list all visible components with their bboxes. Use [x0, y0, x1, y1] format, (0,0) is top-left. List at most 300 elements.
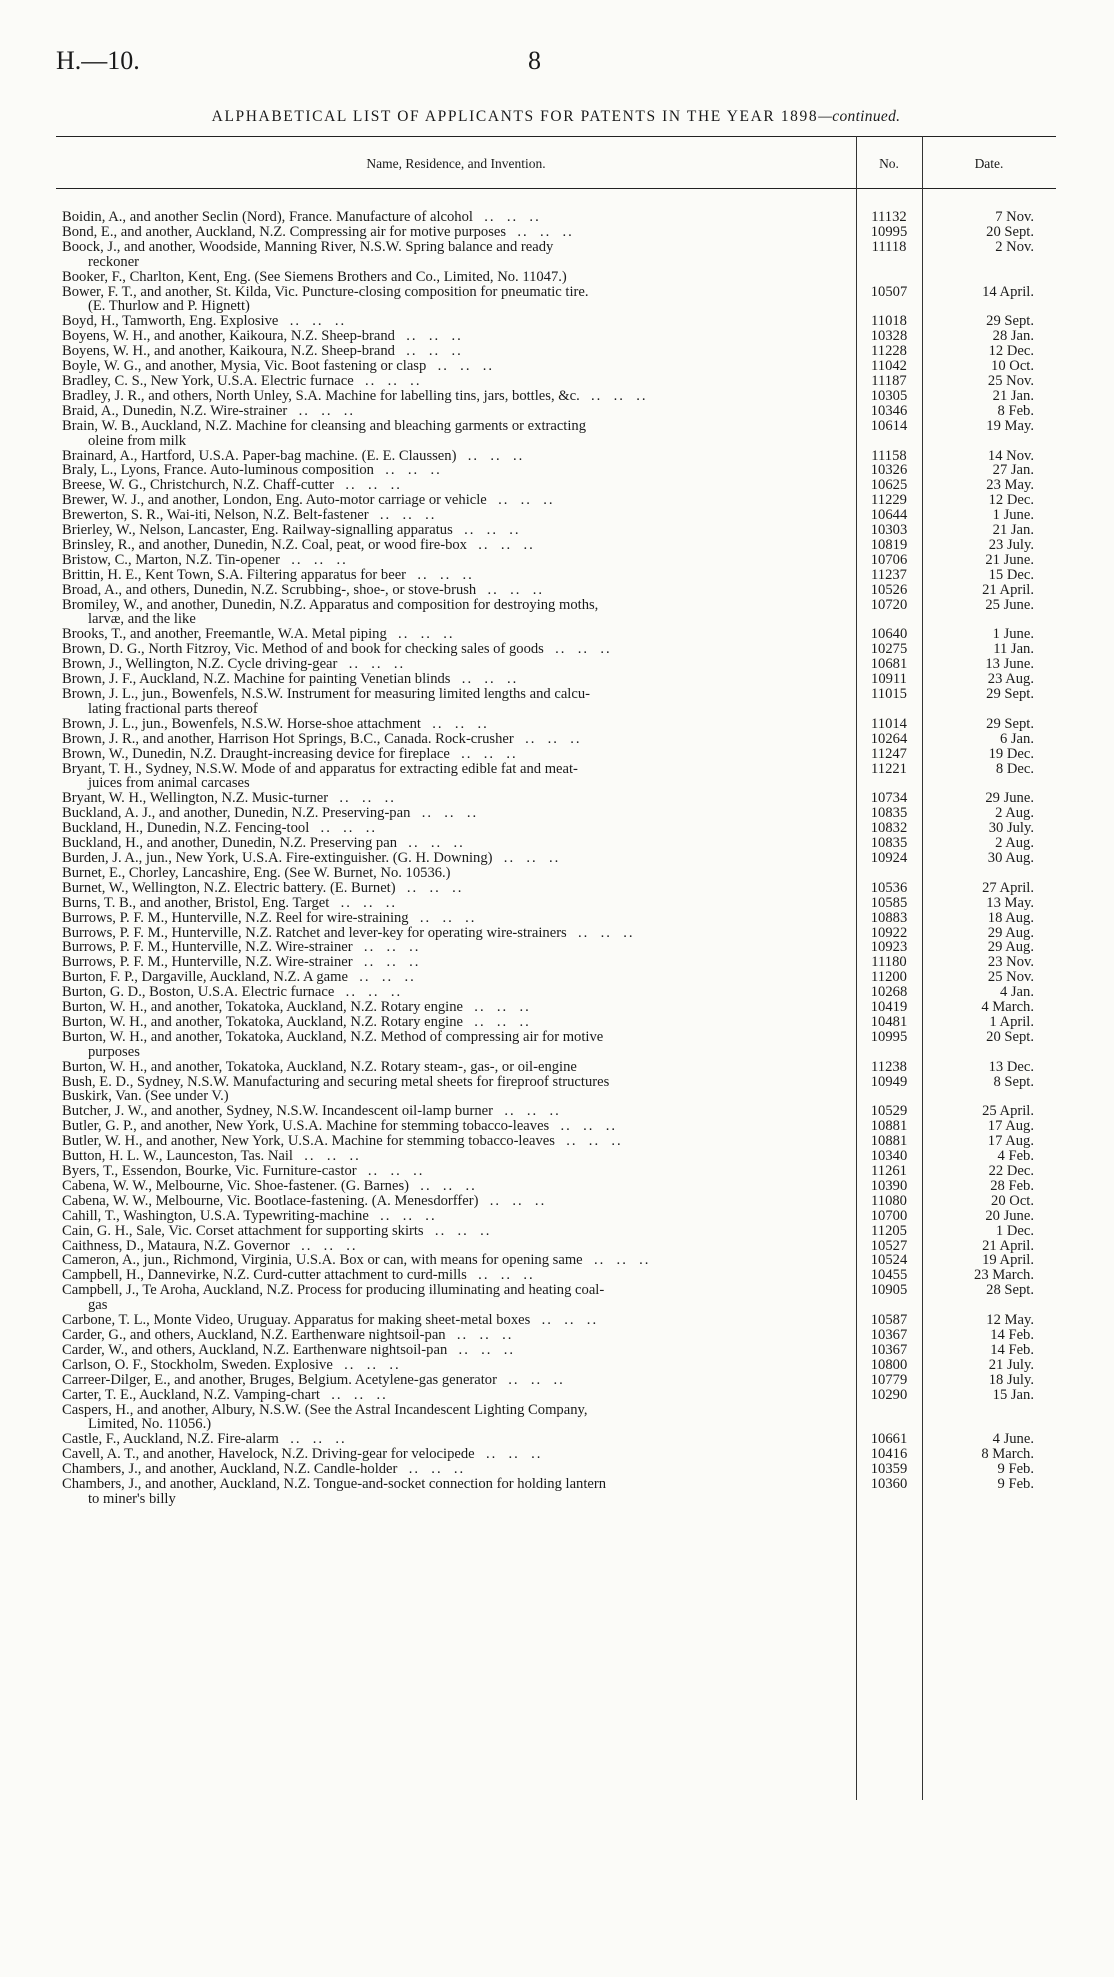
application-date: 17 Aug. — [987, 1118, 1034, 1135]
patent-number: 10328 — [870, 328, 908, 345]
table-row — [56, 1239, 1056, 1254]
applicant-entry — [56, 240, 844, 270]
application-date: 12 May. — [986, 1312, 1034, 1329]
patent-number: 10268 — [870, 984, 908, 1001]
patent-number: 11200 — [871, 969, 907, 986]
applicant-entry — [56, 836, 844, 851]
applicant-entry — [56, 404, 844, 419]
patent-number: 10614 — [870, 417, 908, 434]
patent-number: 10481 — [870, 1013, 908, 1030]
table-row — [56, 1075, 1056, 1090]
application-date: 6 Jan. — [999, 730, 1034, 747]
applicant-entry — [56, 926, 844, 941]
application-date: 15 Dec. — [988, 566, 1034, 583]
applicant-text: Butcher, J. W., and another, Sydney, N.S.W. Incandescent oil-lamp burner — [62, 1103, 494, 1120]
patent-number: 10340 — [870, 1148, 908, 1165]
application-date: 28 Feb. — [990, 1177, 1034, 1194]
table-row — [56, 419, 1056, 449]
patent-number: 10264 — [870, 730, 908, 747]
table-row — [56, 1343, 1056, 1358]
leader-dots: .. .. .. — [463, 999, 531, 1016]
applicant-text: Cameron, A., jun., Richmond, Virginia, U.S.A. Box or can, with means for opening same — [62, 1252, 583, 1269]
application-date: 23 May. — [986, 477, 1034, 494]
table-row — [56, 374, 1056, 389]
patent-number: 10706 — [870, 551, 908, 568]
application-date: 21 April. — [982, 1237, 1034, 1254]
patent-number: 11229 — [871, 492, 907, 509]
leader-dots: .. .. .. — [394, 343, 463, 360]
leader-dots: .. .. .. — [476, 581, 545, 598]
patent-number: 11015 — [871, 686, 907, 702]
application-date: 1 June. — [992, 507, 1034, 524]
table-row — [56, 270, 1056, 285]
application-date: 9 Feb. — [997, 1476, 1034, 1493]
page-header — [56, 46, 1056, 86]
patent-number: 10832 — [870, 820, 908, 837]
applicant-text-continuation: gas — [88, 1297, 108, 1314]
applicant-text-continuation: Limited, No. 11056.) — [88, 1416, 212, 1433]
patent-number: 10734 — [870, 790, 908, 807]
leader-dots: .. .. .. — [456, 447, 525, 464]
applicant-entry — [56, 1164, 844, 1179]
applicant-text: Braly, L., Lyons, France. Auto-luminous composition — [62, 462, 374, 479]
leader-dots: .. .. .. — [394, 328, 463, 345]
applicant-text: Boidin, A., and another Seclin (Nord), France. Manufacture of alcohol — [62, 209, 473, 225]
table-row — [56, 225, 1056, 240]
application-date: 14 Feb. — [990, 1326, 1034, 1343]
application-date: 9 Feb. — [997, 1461, 1034, 1478]
applicant-text: Butler, W. H., and another, New York, U.S.A. Machine for stemming tobacco-leaves — [62, 1133, 555, 1150]
applicant-entry — [56, 1000, 844, 1015]
applicant-entry — [56, 970, 844, 985]
application-date: 29 Sept. — [986, 686, 1034, 702]
applicant-text-continuation: oleine from milk — [88, 432, 187, 449]
applicant-entry — [56, 419, 844, 449]
applicant-entry — [56, 598, 844, 628]
applicant-text: Brown, D. G., North Fitzroy, Vic. Method of and book for checking sales of goods — [62, 641, 544, 658]
table-row — [56, 955, 1056, 970]
applicant-text-continuation: larvæ, and the like — [88, 611, 196, 628]
patent-number: 10390 — [870, 1177, 908, 1194]
application-date: 25 Nov. — [987, 372, 1034, 389]
list-title — [56, 108, 1056, 126]
table-row — [56, 926, 1056, 941]
leader-dots: .. .. .. — [463, 1013, 531, 1030]
table-row — [56, 493, 1056, 508]
applicant-entry — [56, 672, 844, 687]
patent-number: 10995 — [870, 223, 908, 240]
applicant-text: Bristow, C., Marton, N.Z. Tin-opener — [62, 551, 280, 568]
patent-number: 10625 — [870, 477, 908, 494]
applicant-entry — [56, 583, 844, 598]
table-row — [56, 1403, 1056, 1433]
application-date: 29 Sept. — [986, 715, 1034, 732]
applicant-text: Brown, W., Dunedin, N.Z. Draught-increasing device for fireplace — [62, 745, 450, 762]
applicant-text: Button, H. L. W., Launceston, Tas. Nail — [62, 1148, 293, 1165]
applicant-entry — [56, 806, 844, 821]
patent-number: 10995 — [870, 1028, 908, 1045]
table-row — [56, 463, 1056, 478]
leader-dots: .. .. .. — [352, 954, 421, 971]
applicant-entry — [56, 314, 844, 329]
applicant-entry — [56, 1283, 844, 1313]
patent-number: 10416 — [870, 1446, 908, 1463]
applicant-entry — [56, 896, 844, 911]
applicant-entry — [56, 732, 844, 747]
leader-dots: .. .. .. — [452, 522, 521, 539]
patent-number: 10949 — [870, 1073, 908, 1090]
application-date: 19 May. — [986, 417, 1034, 434]
patent-number: 10835 — [870, 805, 908, 822]
table-row — [56, 672, 1056, 687]
leader-dots: .. .. .. — [397, 835, 465, 852]
patent-number: 10275 — [870, 641, 908, 658]
applicant-text: Buskirk, Van. (See under V.) — [62, 1088, 229, 1105]
leader-dots: .. .. .. — [334, 984, 403, 1001]
leader-dots: .. .. .. — [287, 402, 356, 419]
leader-dots: .. .. .. — [496, 1371, 565, 1388]
application-date: 18 July. — [988, 1371, 1034, 1388]
applicant-entry — [56, 1030, 844, 1060]
application-date: 23 Nov. — [987, 954, 1034, 971]
leader-dots: .. .. .. — [319, 1386, 388, 1403]
applicant-text: Brewer, W. J., and another, London, Eng. Auto-motor carriage or vehicle — [62, 492, 487, 509]
applicant-text: Burnet, E., Chorley, Lancashire, Eng. (See W. Burnet, No. 10536.) — [62, 864, 451, 881]
table-row — [56, 1388, 1056, 1403]
patent-number: 10367 — [870, 1341, 908, 1358]
application-date: 15 Jan. — [992, 1386, 1034, 1403]
patent-number: 10367 — [870, 1326, 908, 1343]
applicant-text: Bradley, C. S., New York, U.S.A. Electric furnace — [62, 372, 354, 389]
table-row — [56, 806, 1056, 821]
leader-dots: .. .. .. — [278, 1431, 347, 1448]
applicant-text: Bower, F. T., and another, St. Kilda, Vic. Puncture-closing composition for pneumatic tire. — [62, 283, 589, 300]
table-row — [56, 1447, 1056, 1462]
leader-dots: .. .. .. — [279, 551, 348, 568]
applicant-entry — [56, 627, 844, 642]
applicant-text: Braid, A., Dunedin, N.Z. Wire-strainer — [62, 402, 288, 419]
leader-dots: .. .. .. — [530, 1312, 599, 1329]
application-date: 23 March. — [974, 1267, 1034, 1284]
table-row — [56, 911, 1056, 926]
leader-dots: .. .. .. — [356, 1163, 425, 1179]
application-date: 18 Aug. — [987, 909, 1034, 926]
leader-dots: .. .. .. — [395, 879, 464, 896]
applicant-entry — [56, 1015, 844, 1030]
leader-dots: .. .. .. — [445, 1326, 514, 1343]
application-date: 21 Jan. — [992, 522, 1034, 539]
patent-number: 11187 — [871, 372, 907, 389]
applicant-text-continuation: lating fractional parts thereof — [88, 700, 258, 717]
applicant-text: Brewerton, S. R., Wai-iti, Nelson, N.Z. Belt-fastener — [62, 507, 369, 524]
applicant-text: Brittin, H. E., Kent Town, S.A. Filtering apparatus for beer — [62, 566, 407, 583]
table-row — [56, 1283, 1056, 1313]
table-body — [56, 210, 1056, 1507]
application-date: 2 Aug. — [995, 835, 1034, 852]
applicant-text: Chambers, J., and another, Auckland, N.Z. Tongue-and-socket connection for holding lantern — [62, 1476, 607, 1493]
patent-number: 10881 — [870, 1133, 908, 1150]
applicant-entry — [56, 478, 844, 493]
applicant-entry — [56, 210, 844, 225]
table-row — [56, 568, 1056, 583]
table-row — [56, 791, 1056, 806]
application-date: 25 June. — [985, 596, 1034, 613]
applicant-text: Boyd, H., Tamworth, Eng. Explosive — [62, 313, 279, 330]
table-row — [56, 732, 1056, 747]
applicant-text-continuation: purposes — [88, 1043, 140, 1060]
applicant-entry — [56, 389, 844, 404]
table-row — [56, 1209, 1056, 1224]
table-row — [56, 1134, 1056, 1149]
table-row — [56, 657, 1056, 672]
applicant-text: Burden, J. A., jun., New York, U.S.A. Fire-extinguisher. (G. H. Downing) — [62, 849, 493, 866]
applicant-text: Burrows, P. F. M., Hunterville, N.Z. Ratchet and lever-key for operating wire-strainers — [62, 924, 567, 941]
column-header-no: No. — [879, 156, 899, 171]
application-date: 21 Jan. — [992, 387, 1034, 404]
leader-dots: .. .. .. — [328, 790, 396, 807]
leader-dots: .. .. .. — [334, 477, 402, 494]
applicant-text: Brown, J. R., and another, Harrison Hot Springs, B.C., Canada. Rock-crusher — [62, 730, 514, 747]
patent-number: 11118 — [871, 238, 907, 255]
table-row — [56, 1089, 1056, 1104]
applicant-text: Campbell, H., Dannevirke, N.Z. Curd-cutter attachment to curd-mills — [62, 1267, 467, 1284]
application-date: 19 April. — [982, 1252, 1034, 1269]
patent-number: 10585 — [870, 894, 908, 911]
applicant-entry — [56, 493, 844, 508]
applicant-entry — [56, 374, 844, 389]
applicant-text: Carder, G., and others, Auckland, N.Z. Earthenware nightsoil-pan — [62, 1326, 446, 1343]
patent-number: 10905 — [870, 1282, 908, 1299]
applicant-entry — [56, 1328, 844, 1343]
table-row — [56, 1253, 1056, 1268]
applicant-text: Boyens, W. H., and another, Kaikoura, N.Z. Sheep-brand — [62, 343, 395, 360]
applicant-text-continuation: (E. Thurlow and P. Hignett) — [88, 298, 250, 315]
applicant-entry — [56, 657, 844, 672]
applicant-text: Carter, T. E., Auckland, N.Z. Vamping-chart — [62, 1386, 320, 1403]
application-date: 30 Aug. — [987, 849, 1034, 866]
application-date: 8 March. — [981, 1446, 1034, 1463]
application-date: 22 Dec. — [988, 1163, 1034, 1179]
patent-number: 10911 — [871, 671, 907, 688]
applicant-text: Brown, J. L., jun., Bowenfels, N.S.W. Horse-shoe attachment — [62, 715, 421, 732]
patent-number: 10455 — [870, 1267, 908, 1284]
patent-number: 11180 — [871, 954, 907, 971]
applicant-text: Brown, J., Wellington, N.Z. Cycle driving-gear — [62, 656, 338, 673]
leader-dots: .. .. .. — [408, 909, 477, 926]
table-row — [56, 404, 1056, 419]
application-date: 25 April. — [982, 1103, 1034, 1120]
leader-dots: .. .. .. — [347, 969, 416, 986]
applicant-text: Booker, F., Charlton, Kent, Eng. (See Siemens Brothers and Co., Limited, No. 11047.) — [62, 268, 567, 285]
patent-number: 10644 — [870, 507, 908, 524]
table-header-rule — [56, 188, 1056, 189]
patent-number: 10529 — [870, 1103, 908, 1120]
applicant-entry — [56, 717, 844, 732]
leader-dots: .. .. .. — [373, 462, 442, 479]
patent-number: 11261 — [871, 1163, 907, 1179]
leader-dots: .. .. .. — [513, 730, 582, 747]
applicant-entry — [56, 1060, 844, 1075]
application-date: 4 March. — [981, 999, 1034, 1016]
application-date: 23 July. — [988, 536, 1034, 553]
leader-dots: .. .. .. — [368, 1207, 437, 1224]
table-row — [56, 851, 1056, 866]
applicant-text-continuation: juices from animal carcases — [88, 775, 250, 792]
application-date: 30 July. — [988, 820, 1034, 837]
applicant-text: Burrows, P. F. M., Hunterville, N.Z. Reel for wire-straining — [62, 909, 409, 926]
leader-dots: .. .. .. — [582, 1252, 651, 1269]
table-row — [56, 1224, 1056, 1239]
patent-number: 11237 — [871, 566, 907, 583]
application-date: 10 Oct. — [991, 358, 1034, 375]
applicant-entry — [56, 911, 844, 926]
patent-number: 11014 — [871, 715, 907, 732]
applicant-text-continuation: to miner's billy — [88, 1490, 176, 1507]
application-date: 28 Jan. — [992, 328, 1034, 345]
leader-dots: .. .. .. — [466, 536, 535, 553]
table-row — [56, 344, 1056, 359]
column-header-name: Name, Residence, and Invention. — [366, 156, 546, 171]
applicant-entry — [56, 1358, 844, 1373]
table-row — [56, 1328, 1056, 1343]
applicant-entry — [56, 523, 844, 538]
leader-dots: .. .. .. — [506, 223, 574, 240]
table-row — [56, 389, 1056, 404]
applicant-entry — [56, 1477, 844, 1507]
leader-dots: .. .. .. — [543, 641, 612, 658]
patent-number: 11042 — [871, 358, 907, 375]
patent-number: 11238 — [871, 1058, 907, 1075]
applicant-entry — [56, 1119, 844, 1134]
applicant-text: Brainard, A., Hartford, U.S.A. Paper-bag machine. (E. E. Claussen) — [62, 447, 457, 464]
applicant-text: Burton, W. H., and another, Tokatoka, Auckland, N.Z. Method of compressing air for motive — [62, 1028, 604, 1045]
leader-dots: .. .. .. — [423, 1222, 492, 1239]
applicant-text: Byers, T., Essendon, Bourke, Vic. Furniture-castor — [62, 1163, 357, 1179]
application-date: 13 May. — [986, 894, 1034, 911]
table-row — [56, 970, 1056, 985]
patent-number: 10661 — [870, 1431, 908, 1448]
applicant-text: Brown, J. L., jun., Bowenfels, N.S.W. Instrument for measuring limited lengths and calcu- — [62, 686, 590, 702]
application-date: 13 Dec. — [988, 1058, 1034, 1075]
application-date: 12 Dec. — [988, 492, 1034, 509]
table-row — [56, 359, 1056, 374]
applicant-text: Burton, G. D., Boston, U.S.A. Electric furnace — [62, 984, 335, 1001]
leader-dots: .. .. .. — [278, 313, 347, 330]
applicant-entry — [56, 1075, 844, 1090]
application-date: 20 Oct. — [991, 1192, 1034, 1209]
table-row — [56, 687, 1056, 717]
applicant-text: Burton, W. H., and another, Tokatoka, Auckland, N.Z. Rotary steam-, gas-, or oil-engine — [62, 1058, 577, 1075]
patent-number: 10883 — [870, 909, 908, 926]
application-date: 29 Sept. — [986, 313, 1034, 330]
applicant-text: Buckland, H., and another, Dunedin, N.Z. Preserving pan — [62, 835, 397, 852]
applicant-entry — [56, 851, 844, 866]
applicant-text: Buckland, H., Dunedin, N.Z. Fencing-tool — [62, 820, 310, 837]
leader-dots: .. .. .. — [450, 671, 519, 688]
leader-dots: .. .. .. — [549, 1118, 618, 1135]
leader-dots: .. .. .. — [309, 820, 378, 837]
applicant-entry — [56, 687, 844, 717]
leader-dots: .. .. .. — [292, 1148, 361, 1165]
table-row — [56, 762, 1056, 792]
applicant-text: Castle, F., Auckland, N.Z. Fire-alarm — [62, 1431, 279, 1448]
leader-dots: .. .. .. — [386, 626, 455, 643]
patent-number: 11205 — [871, 1222, 907, 1239]
application-date: 20 Sept. — [986, 1028, 1034, 1045]
applicant-text: Burns, T. B., and another, Bristol, Eng. Target — [62, 894, 330, 911]
application-date: 27 Jan. — [992, 462, 1034, 479]
applicant-text: Bromiley, W., and another, Dunedin, N.Z. Apparatus and composition for destroying moths, — [62, 596, 599, 613]
leader-dots: .. .. .. — [410, 805, 479, 822]
applicant-entry — [56, 866, 844, 881]
table-row — [56, 329, 1056, 344]
applicant-entry — [56, 1104, 844, 1119]
patent-number: 11247 — [871, 745, 907, 762]
applicant-text: Breese, W. G., Christchurch, N.Z. Chaff-cutter — [62, 477, 335, 494]
application-date: 4 June. — [992, 1431, 1034, 1448]
leader-dots: .. .. .. — [337, 656, 406, 673]
table-row — [56, 1194, 1056, 1209]
applicant-entry — [56, 1089, 844, 1104]
applicant-entry — [56, 344, 844, 359]
table-row — [56, 1104, 1056, 1119]
applicant-entry — [56, 1432, 844, 1447]
table-row — [56, 866, 1056, 881]
patent-number: 10507 — [870, 283, 908, 300]
application-date: 1 April. — [989, 1013, 1034, 1030]
applicant-text: Boock, J., and another, Woodside, Manning River, N.S.W. Spring balance and ready — [62, 238, 554, 255]
table-row — [56, 523, 1056, 538]
table-row — [56, 642, 1056, 657]
patent-number: 10720 — [870, 596, 908, 613]
applicant-entry — [56, 1209, 844, 1224]
table-row — [56, 240, 1056, 270]
table-row — [56, 1477, 1056, 1507]
patent-number: 10835 — [870, 835, 908, 852]
leader-dots: .. .. .. — [566, 924, 635, 941]
table-row — [56, 1015, 1056, 1030]
patent-number: 11221 — [871, 760, 907, 777]
leader-dots: .. .. .. — [554, 1133, 623, 1150]
application-date: 29 June. — [985, 790, 1034, 807]
applicant-text: Bryant, T. H., Sydney, N.S.W. Mode of and apparatus for extracting edible fat and meat- — [62, 760, 578, 777]
applicant-entry — [56, 940, 844, 955]
leader-dots: .. .. .. — [352, 939, 421, 956]
application-date: 11 Jan. — [993, 641, 1034, 658]
patent-number: 10881 — [870, 1118, 908, 1135]
applicant-entry — [56, 1388, 844, 1403]
applicant-text: Brain, W. B., Auckland, N.Z. Machine for cleansing and bleaching garments or extracting — [62, 417, 587, 434]
leader-dots: .. .. .. — [397, 1461, 466, 1478]
application-date: 17 Aug. — [987, 1133, 1034, 1150]
applicant-text: Bryant, W. H., Wellington, N.Z. Music-turner — [62, 790, 329, 807]
application-date: 2 Nov. — [995, 238, 1034, 255]
table-row — [56, 478, 1056, 493]
table-row — [56, 881, 1056, 896]
leader-dots: .. .. .. — [493, 1103, 561, 1120]
patent-number: 10326 — [870, 462, 908, 479]
applicant-text: Butler, G. P., and another, New York, U.S.A. Machine for stemming tobacco-leaves — [62, 1118, 550, 1135]
application-date: 13 June. — [985, 656, 1034, 673]
patent-number: 10305 — [870, 387, 908, 404]
leader-dots: .. .. .. — [406, 566, 474, 583]
applicant-text: Burton, W. H., and another, Tokatoka, Auckland, N.Z. Rotary engine — [62, 999, 463, 1016]
patent-number: 10587 — [870, 1312, 908, 1329]
applicant-text: Burton, W. H., and another, Tokatoka, Auckland, N.Z. Rotary engine — [62, 1013, 463, 1030]
applicant-entry — [56, 1149, 844, 1164]
patent-number: 10800 — [870, 1356, 908, 1373]
applicant-text: Boyle, W. G., and another, Mysia, Vic. Boot fastening or clasp — [62, 358, 427, 375]
